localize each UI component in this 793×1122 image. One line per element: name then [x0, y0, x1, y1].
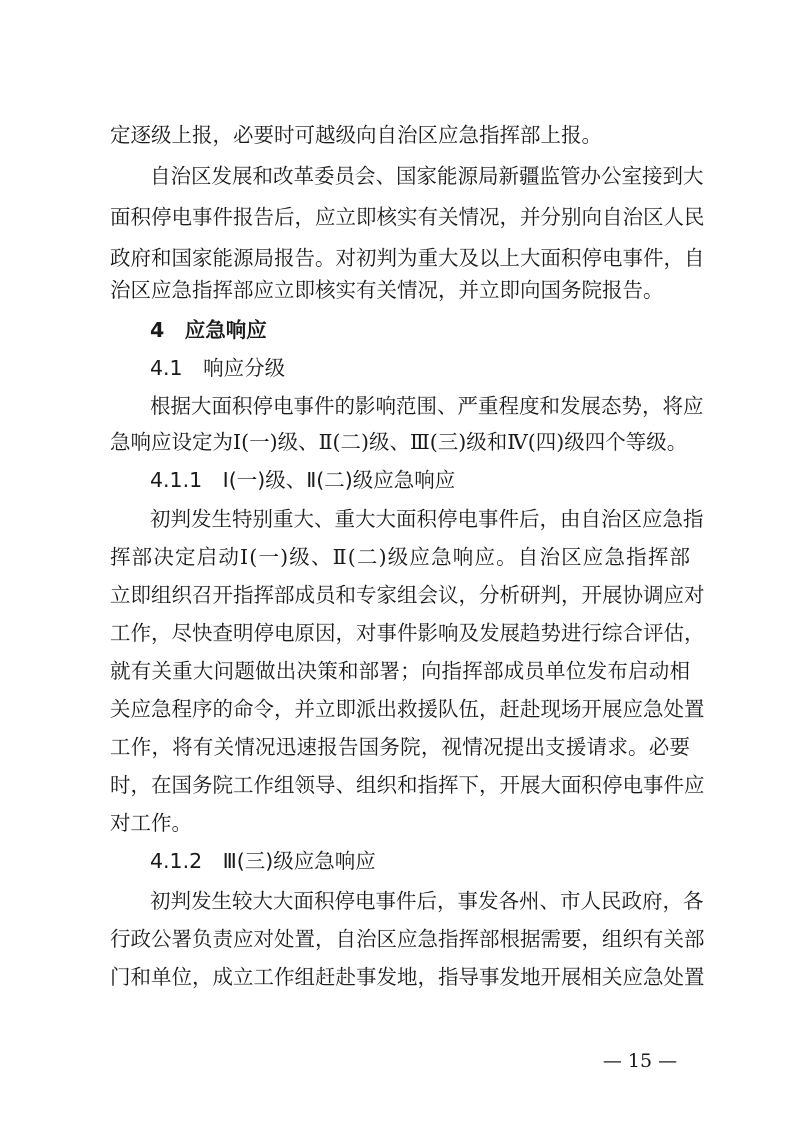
- body-line: 行政公署负责应对处置，自治区应急指挥部根据需要，组织有关部: [110, 927, 705, 951]
- body-line: 时，在国务院工作组领导、组织和指挥下，开展大面积停电事件应: [110, 773, 705, 797]
- subsubsection-heading: 4.1.1 Ⅰ(一)级、Ⅱ(二)级应急响应: [150, 468, 456, 492]
- paragraph-line: 根据大面积停电事件的影响范围、严重程度和发展态势，将应: [150, 394, 704, 418]
- subsubsection-heading: 4.1.2 Ⅲ(三)级应急响应: [150, 849, 376, 873]
- body-line: 政府和国家能源局报告。对初判为重大及以上大面积停电事件，自: [110, 246, 705, 270]
- page-number: — 15 —: [602, 1050, 678, 1072]
- section-heading: 4 应急响应: [150, 318, 267, 342]
- body-line: 挥部决定启动Ⅰ(一)级、Ⅱ(二)级应急响应。自治区应急指挥部: [110, 545, 690, 569]
- paragraph-line: 自治区发展和改革委员会、国家能源局新疆监管办公室接到大: [150, 164, 704, 188]
- body-line: 治区应急指挥部应立即核实有关情况，并立即向国务院报告。: [110, 278, 664, 302]
- body-line: 关应急程序的命令，并立即派出救援队伍，赶赴现场开展应急处置: [110, 697, 705, 721]
- body-line: 面积停电事件报告后，应立即核实有关情况，并分别向自治区人民: [110, 205, 705, 229]
- body-line: 立即组织召开指挥部成员和专家组会议，分析研判，开展协调应对: [110, 583, 705, 607]
- body-line: 就有关重大问题做出决策和部署；向指挥部成员单位发布启动相: [110, 659, 690, 683]
- body-line: 工作，尽快查明停电原因，对事件影响及发展趋势进行综合评估，: [110, 621, 705, 645]
- paragraph-line: 初判发生特别重大、重大大面积停电事件后，由自治区应急指: [150, 507, 704, 531]
- body-line: 对工作。: [110, 811, 192, 835]
- body-line: 工作，将有关情况迅速报告国务院，视情况提出支援请求。必要: [110, 735, 690, 759]
- body-line: 门和单位，成立工作组赶赴事发地，指导事发地开展相关应急处置: [110, 965, 705, 989]
- subsection-heading: 4.1 响应分级: [150, 356, 286, 380]
- body-line: 急响应设定为Ⅰ(一)级、Ⅱ(二)级、Ⅲ(三)级和Ⅳ(四)级四个等级。: [110, 430, 688, 454]
- paragraph-line: 初判发生较大大面积停电事件后，事发各州、市人民政府，各: [150, 889, 704, 913]
- body-line: 定逐级上报，必要时可越级向自治区应急指挥部上报。: [110, 123, 602, 147]
